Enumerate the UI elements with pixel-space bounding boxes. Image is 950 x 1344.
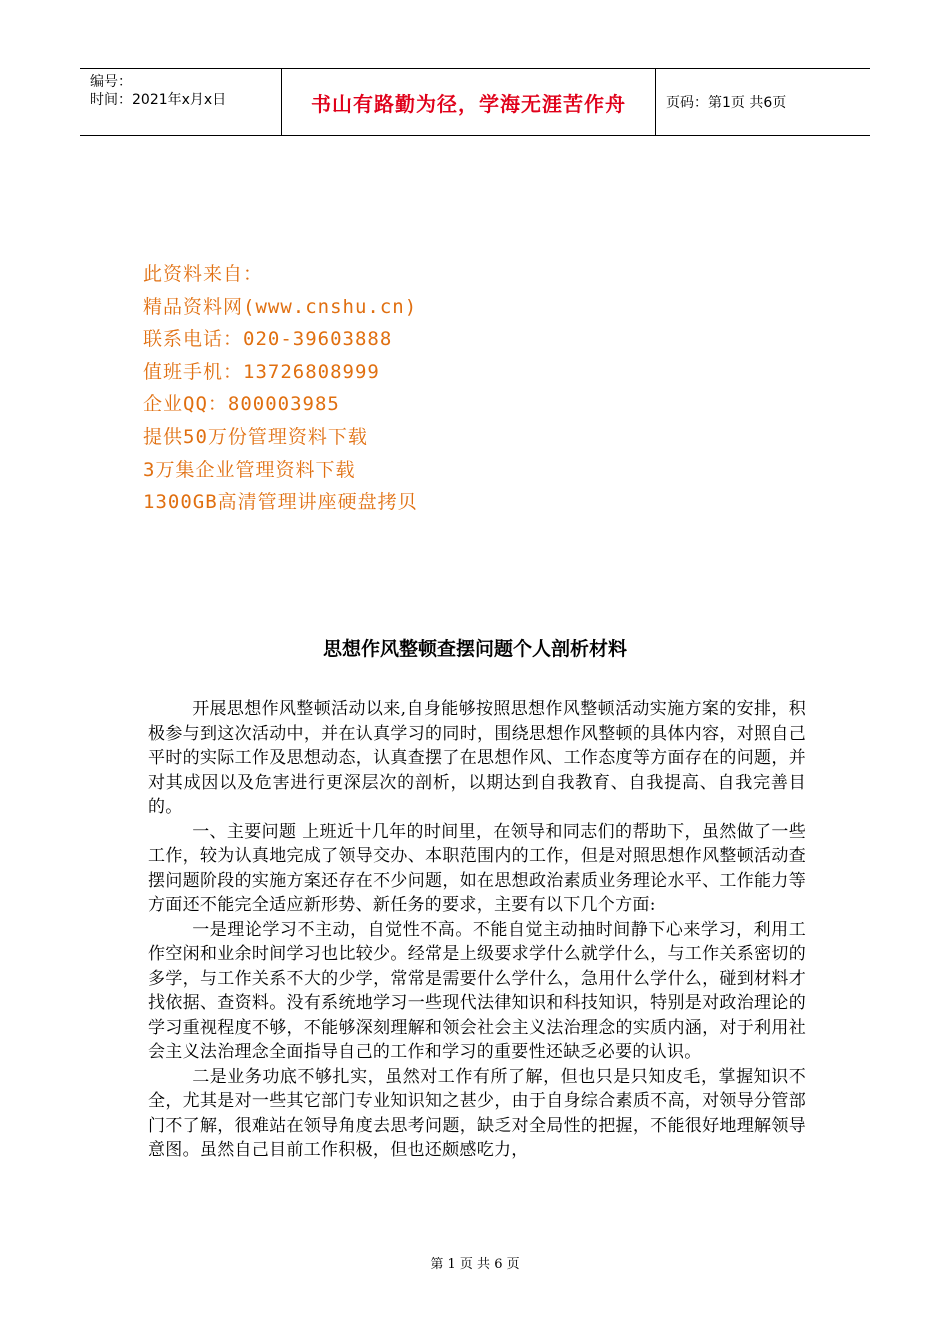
source-line: 值班手机：13726808999 [143, 360, 380, 383]
page-info-text: 页码：第1页 共6页 [666, 95, 787, 111]
header-page-info [656, 69, 870, 135]
body-paragraph: 二是业务功底不够扎实，虽然对工作有所了解，但也只是只知皮毛，掌握知识不全，尤其是对一些其它部门专业知识知之甚少，由于自身综合素质不高，对领导分管部门不了解，很难站在领导角度去思考问题，缺乏对全局性的把握，不能很好地理解领导意图。虽然自己目前工作积极，但也还颇感吃力， [148, 1066, 806, 1160]
body-paragraph: 开展思想作风整顿活动以来,自身能够按照思想作风整顿活动实施方案的安排，积极参与到这次活动中，并在认真学习的同时，围绕思想作风整顿的具体内容，对照自己平时的实际工作及思想动态，认真查摆了在思想作风、工作态度等方面存在的问题，并对其成因以及危害进行更深层次的剖析，以期达到自我教育、自我提高、自我完善目的。 [148, 699, 806, 817]
source-line: 3万集企业管理资料下载 [143, 458, 356, 481]
document-title: 思想作风整顿查摆问题个人剖析材料 [322, 638, 627, 660]
header-meta [80, 69, 282, 135]
header-motto-cell [282, 69, 656, 135]
number-label: 编号： [90, 74, 132, 90]
body-paragraph: 一、主要问题 上班近十几年的时间里，在领导和同志们的帮助下，虽然做了一些工作，较为认真地完成了领导交办、本职范围内的工作，但是对照思想作风整顿活动查摆问题阶段的实施方案还存在不少问题，如在思想政治素质业务理论水平、工作能力等方面还不能完全适应新形势、新任务的要求，主要有以下几个方面: [148, 821, 806, 915]
source-line: 1300GB高清管理讲座硬盘拷贝 [143, 491, 418, 514]
source-line: 企业QQ：800003985 [143, 393, 340, 416]
page-footer: 第 1 页 共 6 页 [430, 1257, 520, 1272]
date-label: 时间：2021年x月x日 [90, 92, 227, 108]
source-line: 此资料来自： [143, 263, 264, 285]
motto-text: 书山有路勤为径，学海无涯苦作舟 [311, 91, 626, 116]
document-header [80, 68, 870, 136]
document-body [148, 697, 806, 1163]
source-line: 提供50万份管理资料下载 [143, 425, 368, 448]
source-line: 联系电话：020-39603888 [143, 328, 393, 351]
source-line: 精品资料网(www.cnshu.cn) [143, 295, 418, 318]
body-paragraph: 一是理论学习不主动，自觉性不高。不能自觉主动抽时间静下心来学习，利用工作空闲和业余时间学习也比较少。经常是上级要求学什么就学什么，与工作关系密切的多学，与工作关系不大的少学，常常是需要什么学什么，急用什么学什么，碰到材料才找依据、查资料。没有系统地学习一些现代法律知识和科技知识，特别是对政治理论的学习重视程度不够，不能够深刻理解和领会社会主义法治理念的实质内涵，对于利用社会主义法治理念全面指导自己的工作和学习的重要性还缺乏必要的认识。 [148, 919, 806, 1062]
source-info-block [143, 258, 418, 519]
